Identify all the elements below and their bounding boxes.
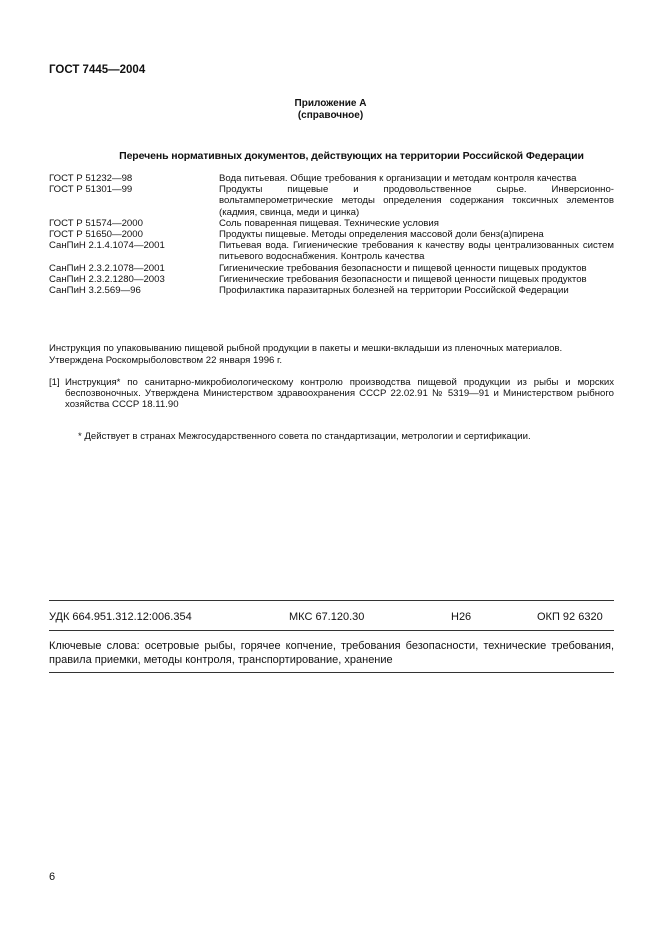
regulation-code: ГОСТ Р 51574—2000	[49, 217, 143, 229]
regulation-title: Гигиенические требования безопасности и пищевой ценности пищевых продуктов	[219, 262, 587, 274]
regulation-title: Профилактика паразитарных болезней на территории Российской Федерации	[219, 285, 569, 297]
reference-text: Инструкция* по санитарно-микробиологическому контролю производства пищевой продукции из рыбы и морских беспозвоночных. Утверждена Министерством здравоохранения СССР 22.02.91 № 5319—91 и Министерством рыбного хозяйства СССР 18.11.90	[65, 377, 614, 411]
mks-code: МКС 67.120.30	[289, 611, 365, 623]
regulation-title: Соль поваренная пищевая. Технические условия	[219, 217, 439, 229]
footnote: * Действует в странах Межгосударственного совета по стандартизации, метрологии и сертификации.	[78, 431, 531, 442]
appendix-heading	[0, 98, 661, 122]
appendix-subtitle: (справочное)	[297, 110, 364, 121]
regulations-list-title: Перечень нормативных документов, действующих на территории Российской Федерации	[119, 150, 584, 162]
divider-middle	[49, 630, 614, 631]
regulation-row	[49, 274, 614, 285]
regulation-title: Питьевая вода. Гигиенические требования к качеству воды централизованных систем питьевого водоснабжения. Контроль качества	[219, 240, 614, 263]
regulation-row	[49, 240, 614, 262]
keywords: Ключевые слова: осетровые рыбы, горячее копчение, требования безопасности, технические требования, правила приемки, методы контроля, транспортирование, хранение	[49, 640, 614, 666]
standard-code: ГОСТ 7445—2004	[49, 64, 146, 76]
regulation-code: ГОСТ Р 51232—98	[49, 173, 133, 184]
regulation-row	[49, 173, 614, 184]
reference-number: [1]	[49, 377, 60, 388]
regulation-code: СанПиН 3.2.569—96	[49, 285, 141, 297]
page-number: 6	[49, 871, 56, 883]
regulation-title: Гигиенические требования безопасности и пищевой ценности пищевых продуктов	[219, 273, 587, 285]
regulation-code: ГОСТ Р 51650—2000	[49, 229, 143, 241]
regulation-row	[49, 229, 614, 240]
regulation-title: Продукты пищевые и продовольственное сырье. Инверсионно-вольтамперометрические методы определения содержания токсичных элементов (кадмия, свинца, меди и цинка)	[219, 184, 614, 218]
divider-bottom	[49, 672, 614, 673]
divider-top	[49, 600, 614, 601]
regulation-row	[49, 263, 614, 274]
group-code: Н26	[451, 611, 472, 623]
regulation-row	[49, 184, 614, 218]
regulations-list	[49, 173, 614, 296]
regulation-title: Вода питьевая. Общие требования к организации и методам контроля качества	[219, 173, 577, 184]
regulation-code: ГОСТ Р 51301—99	[49, 184, 133, 196]
bibliography-reference	[49, 377, 614, 411]
regulation-code: СанПиН 2.1.4.1074—2001	[49, 240, 165, 252]
regulation-row	[49, 285, 614, 296]
regulation-title: Продукты пищевые. Методы определения массовой доли бенз(а)пирена	[219, 229, 544, 241]
packaging-instruction: Инструкция по упаковыванию пищевой рыбной продукции в пакеты и мешки-вкладыши из пленочных материалов. Утверждена Роскомрыболовством 22 января 1996 г.	[49, 343, 563, 366]
udk-code: УДК 664.951.312.12:006.354	[49, 611, 192, 623]
regulation-code: СанПиН 2.3.2.1078—2001	[49, 262, 165, 274]
regulation-code: СанПиН 2.3.2.1280—2003	[49, 273, 165, 285]
okp-code: ОКП 92 6320	[537, 611, 603, 623]
regulation-row	[49, 218, 614, 229]
appendix-title: Приложение А	[294, 98, 367, 109]
